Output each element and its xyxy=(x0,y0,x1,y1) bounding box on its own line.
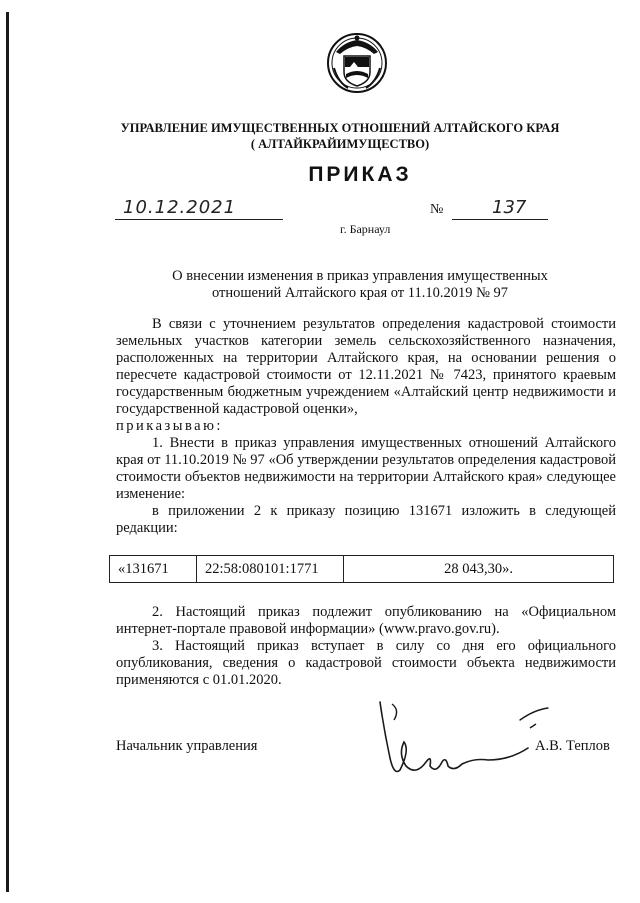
signatory-role: Начальник управления xyxy=(116,738,258,754)
number-label: № xyxy=(430,202,444,217)
body-lower xyxy=(116,604,616,689)
item-2-paragraph: 2. Настоящий приказ подлежит опубликованию на «Официальном интернет-портале правовой информации» (www.pravo.gov.ru). xyxy=(116,604,616,637)
org-line-1: УПРАВЛЕНИЕ ИМУЩЕСТВЕННЫХ ОТНОШЕНИЙ АЛТАЙСКОГО КРАЯ xyxy=(120,121,560,135)
city-label: г. Барнаул xyxy=(340,222,391,236)
position-cell: «131671 xyxy=(110,556,197,583)
handwritten-signature xyxy=(370,680,560,790)
cadastral-value-cell: 28 043,30». xyxy=(344,556,614,583)
document-title: ПРИКАЗ xyxy=(308,163,412,186)
date-field xyxy=(115,197,283,220)
subject-line-1: О внесении изменения в приказ управления имущественных xyxy=(172,268,548,284)
prikazyvayu-word: приказываю: xyxy=(116,418,223,434)
organization-name xyxy=(100,120,580,152)
scan-edge-line xyxy=(6,12,9,892)
subject-line-2: отношений Алтайского края от 11.10.2019 № 97 xyxy=(211,285,509,301)
coat-of-arms-icon xyxy=(324,32,390,94)
org-line-2: ( АЛТАЙКРАЙИМУЩЕСТВО) xyxy=(250,137,430,151)
signatory-name: А.В. Теплов xyxy=(535,738,610,754)
intro-paragraph: В связи с уточнением результатов определения кадастровой стоимости земельных участков категории земель сельскохозяйственного назначения, расположенных на территории Алтайского края, на основании решения о пересчете кадастровой стоимости от 12.11.2021 № 7423, принятого краевым государственным бюджетным учреждением «Алтайский центр недвижимости и государственной кадастровой оценки», xyxy=(116,316,616,417)
document-subject xyxy=(140,268,580,302)
cadastral-table xyxy=(109,555,614,583)
item-3-paragraph: 3. Настоящий приказ вступает в силу со дня его официального опубликования, сведения о кадастровой стоимости объекта недвижимости применяются с 01.01.2020. xyxy=(116,638,616,688)
body-upper xyxy=(116,316,616,537)
cadastral-number-cell: 22:58:080101:1771 xyxy=(197,556,344,583)
item-1-sub-paragraph: в приложении 2 к приказу позицию 131671 изложить в следующей редакции: xyxy=(116,503,616,536)
handwritten-date: 10.12.2021 xyxy=(123,197,237,218)
number-field xyxy=(452,197,548,220)
handwritten-number: 137 xyxy=(492,197,527,218)
item-1-paragraph: 1. Внести в приказ управления имущественных отношений Алтайского края от 11.10.2019 № 97 «Об утверждении результатов определения кадастровой стоимости объектов недвижимости на территории Алтайского края» следующее изменение: xyxy=(116,435,616,502)
table-row xyxy=(110,556,614,583)
